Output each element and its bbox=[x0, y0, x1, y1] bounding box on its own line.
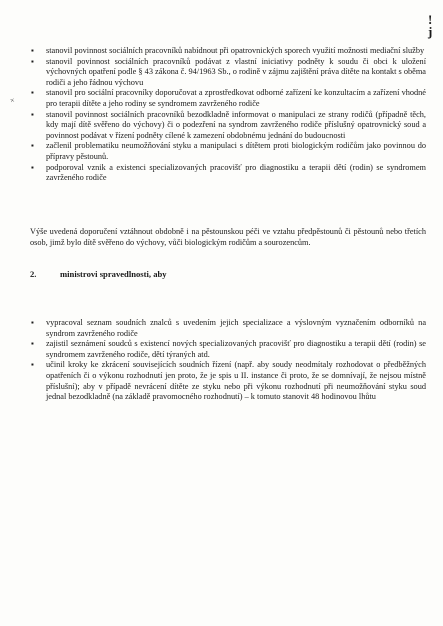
section-title: ministrovi spravedlnosti, aby bbox=[60, 269, 167, 279]
recommendations-list-1 bbox=[30, 46, 426, 184]
list-item: ▪ učinil kroky ke zkrácení souvisejících soudních řízení (např. aby soudy neodmítaly rozhodovat o předběžných opatřeních či o výkonu rozhodnutí jen proto, že je spis u II. instance či proto, že se domnívají, že nejsou místně příslušní); aby v případě nevrácení dítěte ze styku nebo při výkonu rozhodnutí při neumožňování styku soud jednal bezodkladně (na základě pravomocného rozhodnutí) – k tomuto stanovit 48 hodinovou lhůtu bbox=[30, 360, 426, 402]
list-item: ▪ zajistil seznámení soudců s existencí nových specializovaných pracovišť pro diagnostiku a terapii dětí (rodin) se syndromem zavrženého rodiče, dětí týraných atd. bbox=[30, 339, 426, 360]
list-item: ▪ vypracoval seznam soudních znalců s uvedením jejich specializace a výslovným vyznačením odborníků na syndrom zavrženého rodiče bbox=[30, 318, 426, 339]
list-item: ▪ stanovil pro sociální pracovníky doporučovat a zprostředkovat odborné zařízení ke konzultacím a zařízení vhodné pro terapii dítěte a jeho rodiny se syndromem zavrženého rodiče bbox=[30, 88, 426, 109]
body-paragraph: Výše uvedená doporučení vztáhnout obdobně i na pěstounskou péči ve vztahu předpěstounů či pěstounů nebo třetích osob, jimž bylo dítě svěřeno do výchovy, vůči biologickým rodičům a sourozencům. bbox=[30, 227, 426, 247]
recommendations-list-2 bbox=[30, 318, 426, 403]
list-item: ▪ stanovil povinnost sociálních pracovníků nabídnout při opatrovnických sporech využití možnosti mediační služby bbox=[30, 46, 426, 57]
section-number: 2. bbox=[30, 269, 37, 279]
list-item: ▪ začlenil problematiku neumožňování styku a manipulaci s dítětem proti biologickým rodičům jako povinnou do přípravy pěstounů. bbox=[30, 141, 426, 162]
corner-handwritten-mark: ! j bbox=[428, 12, 433, 39]
list-item: ▪ stanovil povinnost sociálních pracovníků bezodkladně informovat o manipulaci ze strany rodičů (případně těch, kdy mají dítě svěřeno do výchovy) či o podezření na syndrom zavrženého rodiče příslušný opatrovnický soud a povinnost podávat v řízení podněty cílené k zamezení obdobnému jednání do budoucnosti bbox=[30, 110, 426, 142]
list-item: ▪ podporoval vznik a existenci specializovaných pracovišť pro diagnostiku a terapii dětí (rodin) se syndromem zavrženého rodiče bbox=[30, 163, 426, 184]
list-item: ▪ stanovil povinnost sociálních pracovníků podávat z vlastní iniciativy podněty k soudu či obci k uložení výchovných opatření podle § 43 zákona č. 94/1963 Sb., o rodině v zájmu zajištění práva dítěte na kontakt s oběma rodiči a jeho řádnou výchovu bbox=[30, 57, 426, 89]
margin-handwritten-mark: × bbox=[9, 95, 16, 106]
section-heading bbox=[30, 269, 167, 279]
